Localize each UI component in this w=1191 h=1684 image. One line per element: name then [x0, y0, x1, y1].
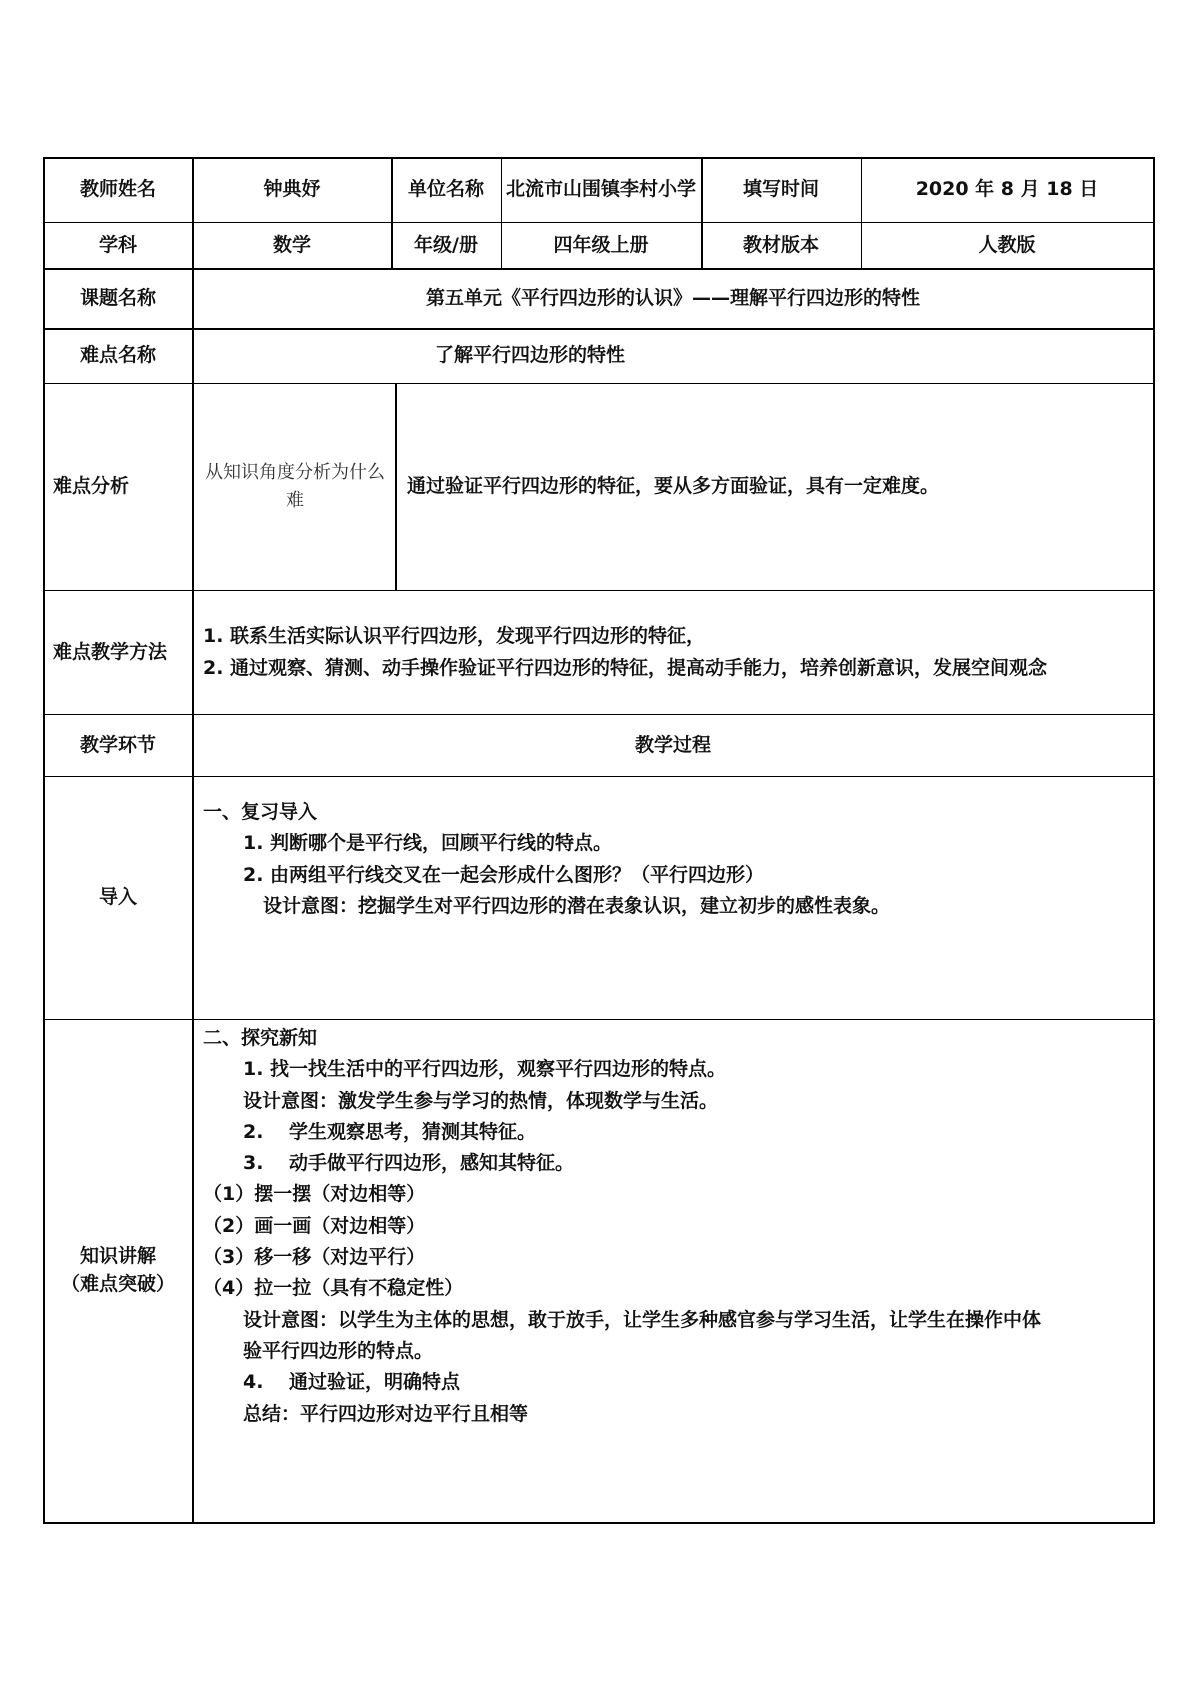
intro-line: 设计意图：挖掘学生对平行四边形的潜在表象认识，建立初步的感性表象。 — [263, 894, 891, 917]
knowledge-line: 1. 找一找生活中的平行四边形，观察平行四边形的特点。 — [243, 1058, 727, 1081]
knowledge-line: 验平行四边形的特点。 — [243, 1339, 434, 1362]
column-divider — [395, 383, 397, 590]
method-line: 1. 联系生活实际认识平行四边形，发现平行四边形的特征， — [203, 625, 706, 648]
subject-value: 数学 — [272, 233, 311, 256]
knowledge-line: （4）拉一拉（具有不稳定性） — [203, 1277, 464, 1300]
grade-label: 年级/册 — [414, 233, 478, 256]
method-content — [203, 591, 1153, 714]
table-border-bottom — [43, 1522, 1155, 1524]
knowledge-label-cell — [43, 1020, 193, 1522]
knowledge-line: （1）摆一摆（对边相等） — [203, 1183, 426, 1206]
difficulty-value: 了解平行四边形的特性 — [435, 344, 626, 367]
analysis-label: 难点分析 — [53, 475, 130, 498]
intro-label: 导入 — [98, 886, 137, 909]
knowledge-line: 二、探究新知 — [203, 1027, 318, 1049]
method-label: 难点教学方法 — [53, 640, 168, 663]
knowledge-content — [203, 1023, 1153, 1503]
knowledge-line: 设计意图：激发学生参与学习的热情，体现数学与生活。 — [243, 1089, 719, 1112]
date-value: 2020 年 8 月 18 日 — [915, 178, 1099, 201]
knowledge-line: 2. 学生观察思考，猜测其特征。 — [243, 1120, 537, 1143]
grade-value: 四年级上册 — [553, 233, 649, 256]
knowledge-lines — [203, 1023, 1153, 1430]
stage-header: 教学环节 — [79, 733, 156, 756]
knowledge-line: 设计意图：以学生为主体的思想，敢于放手，让学生多种感官参与学习生活，让学生在操作中体 — [243, 1308, 1042, 1331]
process-header: 教学过程 — [634, 733, 711, 756]
unit-name: 北流市山围镇李村小学 — [505, 178, 696, 201]
intro-lines — [203, 797, 1153, 922]
knowledge-line: 总结：平行四边形对边平行且相等 — [243, 1402, 529, 1425]
teacher-name: 钟典妤 — [263, 178, 321, 201]
method-lines — [203, 621, 1153, 684]
unit-label: 单位名称 — [407, 178, 484, 201]
edition-value: 人教版 — [978, 233, 1036, 256]
knowledge-sub-label: （难点突破） — [60, 1273, 175, 1295]
knowledge-line: （2）画一画（对边相等） — [203, 1214, 426, 1237]
knowledge-label: 知识讲解 — [79, 1245, 156, 1268]
date-label: 填写时间 — [742, 178, 819, 201]
method-line: 2. 通过观察、猜测、动手操作验证平行四边形的特征，提高动手能力，培养创新意识，发展空间观念 — [203, 656, 1048, 679]
row-divider — [43, 1019, 1155, 1020]
row-divider — [43, 776, 1155, 777]
topic-value: 第五单元《平行四边形的认识》——理解平行四边形的特性 — [425, 286, 920, 309]
analysis-value: 通过验证平行四边形的特征，要从多方面验证，具有一定难度。 — [407, 475, 940, 498]
teacher-label: 教师姓名 — [79, 178, 156, 201]
knowledge-line: 4. 通过验证，明确特点 — [243, 1371, 461, 1394]
intro-line: 一、复习导入 — [203, 801, 318, 823]
intro-line: 2. 由两组平行线交叉在一起会形成什么图形？（平行四边形） — [243, 863, 765, 886]
intro-content — [203, 797, 1153, 997]
table-border-right — [1153, 157, 1155, 1524]
difficulty-label: 难点名称 — [79, 344, 156, 367]
analysis-sub-label: 从知识角度分析为什么难 — [205, 462, 385, 511]
subject-label: 学科 — [98, 233, 137, 256]
intro-line: 1. 判断哪个是平行线，回顾平行线的特点。 — [243, 832, 613, 855]
knowledge-line: （3）移一移（对边平行） — [203, 1246, 426, 1269]
topic-label: 课题名称 — [79, 286, 156, 309]
knowledge-line: 3. 动手做平行四边形，感知其特征。 — [243, 1152, 575, 1175]
lesson-plan-table — [43, 157, 1155, 1524]
edition-label: 教材版本 — [742, 233, 819, 256]
